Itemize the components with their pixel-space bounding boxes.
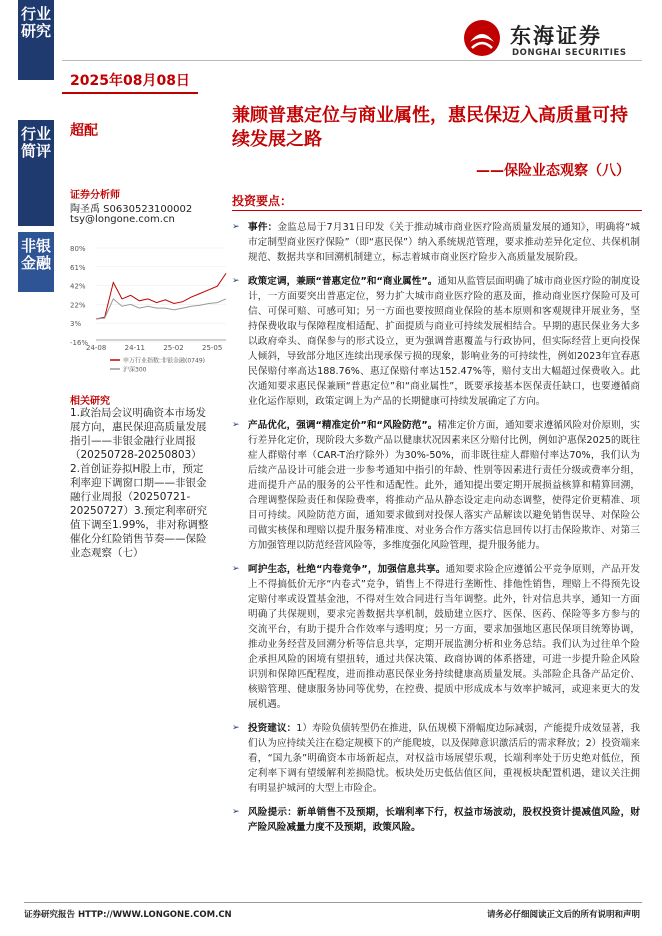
- key-point-risk: [232, 805, 640, 835]
- key-points-heading: 投资要点：: [232, 194, 293, 208]
- side-tab-industry-brief: [18, 120, 54, 226]
- key-point-lead: 投资建议：: [248, 723, 297, 734]
- rating-badge: 超配: [70, 123, 98, 139]
- legend-label: 申万行业指数:非银金融(0749): [123, 357, 205, 365]
- bullet-arrow-icon: ➢: [232, 276, 240, 286]
- bullet-arrow-icon: ➢: [232, 564, 240, 574]
- chart-svg: [70, 240, 230, 380]
- side-tab-text: 行业: [20, 125, 51, 143]
- analyst-heading: 证券分析师: [70, 190, 120, 201]
- footer-disclaimer: 请务必仔细阅读正文后的所有说明和声明: [486, 910, 640, 920]
- key-point-text: 新单销售不及预期，长端利率下行，权益市场波动，股权投资计提减值风险，财产险风险减量力度不及预期，政策风险。: [248, 807, 641, 833]
- side-tab-industry-research: [18, 0, 54, 80]
- related-research-list: 1.政治局会议明确资本市场发展方向，惠民保迎高质量发展指引——非银金融行业周报（20250728-20250803）2.首创证券拟H股上市，预定利率迎下调窗口期——非银金融行业周报（20250721-20250727）3.预定利率研究值下调至1.99%，非对称调整催化分红险销售节奏——保险业态观察（七）: [70, 407, 209, 559]
- report-subtitle: ——保险业态观察（八）: [476, 163, 630, 179]
- key-point-investment-advice: [232, 721, 640, 796]
- y-tick-label: -16%: [70, 339, 89, 347]
- x-tick-label: 24-08: [86, 344, 107, 352]
- analyst-name: 陶圣禹 S0630523100002: [70, 204, 193, 215]
- key-point-lead: 呵护生态，杜绝“内卷竞争”，加强信息共享。: [248, 564, 446, 575]
- side-tab-text: 简评: [20, 142, 51, 160]
- y-tick-label: 61%: [70, 263, 86, 272]
- report-date: 2025年08月08日: [70, 73, 190, 89]
- bullet-arrow-icon: ➢: [232, 420, 240, 430]
- key-point-text: 通知要求险企应遵循公平竞争原则，产品开发上不得搞低价无序“内卷式”竞争，销售上不得进行垄断性、排他性销售，理赔上不得预先设定赔付率或设置基金池，不得对生效合同进行当年调整。此外，针对信息共享，通知一方面明确了共保规则，要求完善数据共享机制，鼓励建立医疗、医保、医药、保险等多方参与的交流平台，有助于提升合作效率与透明度；另一方面，要求加强地区惠民保项目统筹协调，推动业务经营及回溯分析等信息共享，定期开展监测分析和业务总结。我们认为过往单个险企承担风险的困境有望扭转，通过共保决策、政商协调的体系搭建，可进一步提升险企风险识别和保障匹配程度，进而推动惠民保业务持续健康高质量发展。头部险企具备产品定价、核赔管理、健康服务协同等优势，在控费、提质中形成成本与效率护城河，或迎来更大的发展机遇。: [248, 564, 640, 710]
- related-research-heading: 相关研究: [70, 396, 110, 407]
- side-tab-text: 行业: [20, 5, 51, 23]
- bullet-arrow-icon: ➢: [232, 222, 240, 232]
- y-tick-label: 42%: [70, 282, 86, 291]
- x-tick-label: 25-02: [163, 344, 184, 352]
- side-tab-text: 非银: [20, 237, 51, 255]
- company-logo: [462, 18, 642, 64]
- index-performance-chart: [70, 240, 230, 380]
- bullet-arrow-icon: ➢: [232, 807, 240, 817]
- logo-mark-icon: [462, 18, 502, 58]
- key-point-text: 通知从监管层面明确了城市商业医疗险的制度设计，一方面要突出普惠定位，努力扩大城市商业医疗险的惠及面，推动商业医疗保险可及可信、可保可赔、可感可知；另一方面也要按照商业保险的基本原则和客观规律开展业务，坚持保费收取与保障程度相适配、扩面提质与商业可持续发展相结合。早期的惠民保业务大多以政府牵头、商保参与的形式设立，更为强调普惠覆盖与行政协同，但实际经营上更向投保人倾斜，导致部分地区连续出现承保亏损的现象，影响业务的可持续性，例如2023年宜春惠民保赔付率高达188.76%、惠辽保赔付率达152.47%等，赔付支出大幅超过保费收入。此次通知要求惠民保兼顾“普惠定位”和“商业属性”，既要承接基本医保责任缺口，也要遵循商业化运作原则，政策定调上为产品的长期健康可持续发展确定了方向。: [248, 276, 640, 407]
- legend-label: 沪深300: [123, 366, 147, 374]
- key-point-lead: 风险提示：: [248, 807, 298, 818]
- bullet-arrow-icon: ➢: [232, 723, 240, 733]
- series-line-1: [96, 299, 226, 319]
- logo-chinese-name: 东海证券: [510, 24, 602, 48]
- key-points-rule: [232, 210, 642, 211]
- key-point-text: 金监总局于7月31日印发《关于推动城市商业医疗险高质量发展的通知》，明确将“城市定制型商业医疗保险”（即“惠民保”）纳入系统规范管理，要求推动差异化定位、共保机制规范、数据共享和回溯机制建立，标志着城市商业医疗险步入高质量发展阶段。: [248, 222, 640, 263]
- y-tick-label: 80%: [70, 245, 86, 253]
- logo-english-name: DONGHAI SECURITIES: [512, 48, 627, 58]
- key-point-lead: 事件：: [248, 222, 278, 233]
- key-point-text: 精准定价方面，通知要求遵循风险对价原则，实行差异化定价，现阶段大多数产品以健康状况因素来区分赔付比例，例如沪惠保2025的既往症人群赔付率（CAR-T治疗除外）为30%-50%，而非既往症人群赔付率达70%，我们认为后续产品设计可能会进一步参考通知中指引的年龄、性别等因素进行责任分级或费率分组，进而提升产品的服务的公平性和适配性。此外，通知提出要定期开展损益核算和精算回溯，合理调整保险责任和保险费率，将推动产品从静态设定走向动态调整，使得定价更精准、项目可持续。风险防范方面，通知要求做到对投保人落实产品解读以避免销售误导、对保险公司做实核保和理赔以提升服务精准度、对业务合作方落实信息回传以打击保险欺诈、对第三方加强管理以防范经营风险等，多维度强化风险管理，提升服务能力。: [248, 420, 640, 551]
- analyst-email: tsy@longone.com.cn: [70, 214, 175, 225]
- key-point-lead: 产品优化，强调“精准定价”和“风险防范”。: [248, 420, 438, 431]
- key-point-product: [232, 418, 640, 553]
- key-point-event: [232, 220, 640, 265]
- footer-divider: [24, 902, 642, 903]
- y-tick-label: 22%: [70, 301, 86, 310]
- side-tab-text: 研究: [20, 22, 51, 40]
- y-tick-label: 3%: [70, 320, 82, 329]
- key-point-text: 1）寿险负债转型仍在推进，队伍规模下滑幅度边际减弱，产能提升成效显著，我们认为应持续关注在稳定规模下的产能爬坡，以及保障意识激活后的需求释放；2）投资端来看，“国九条”明确资本市场新起点，对权益市场展望乐观，长端利率处于历史绝对低位，预定利率下调有望缓解利差损隐忧。板块处历史低估值区间，重视板块配置机遇，建议关注拥有明显护城河的大型上市险企。: [248, 723, 641, 794]
- key-point-ecosystem: [232, 562, 640, 712]
- key-points-list: [232, 220, 640, 844]
- report-title: 兼顾普惠定位与商业属性，惠民保迈入高质量可持续发展之路: [232, 105, 628, 150]
- side-tab-non-bank-finance: [18, 232, 54, 292]
- x-tick-label: 24-11: [124, 344, 146, 352]
- x-tick-label: 25-05: [202, 344, 223, 352]
- footer-website[interactable]: 证券研究报告 HTTP://WWW.LONGONE.COM.CN: [24, 910, 232, 920]
- key-point-policy: [232, 274, 640, 409]
- side-tab-text: 金融: [20, 254, 51, 272]
- date-underline: [62, 92, 198, 94]
- series-line-0: [96, 273, 226, 319]
- key-point-lead: 政策定调，兼顾“普惠定位”和“商业属性”。: [248, 276, 438, 287]
